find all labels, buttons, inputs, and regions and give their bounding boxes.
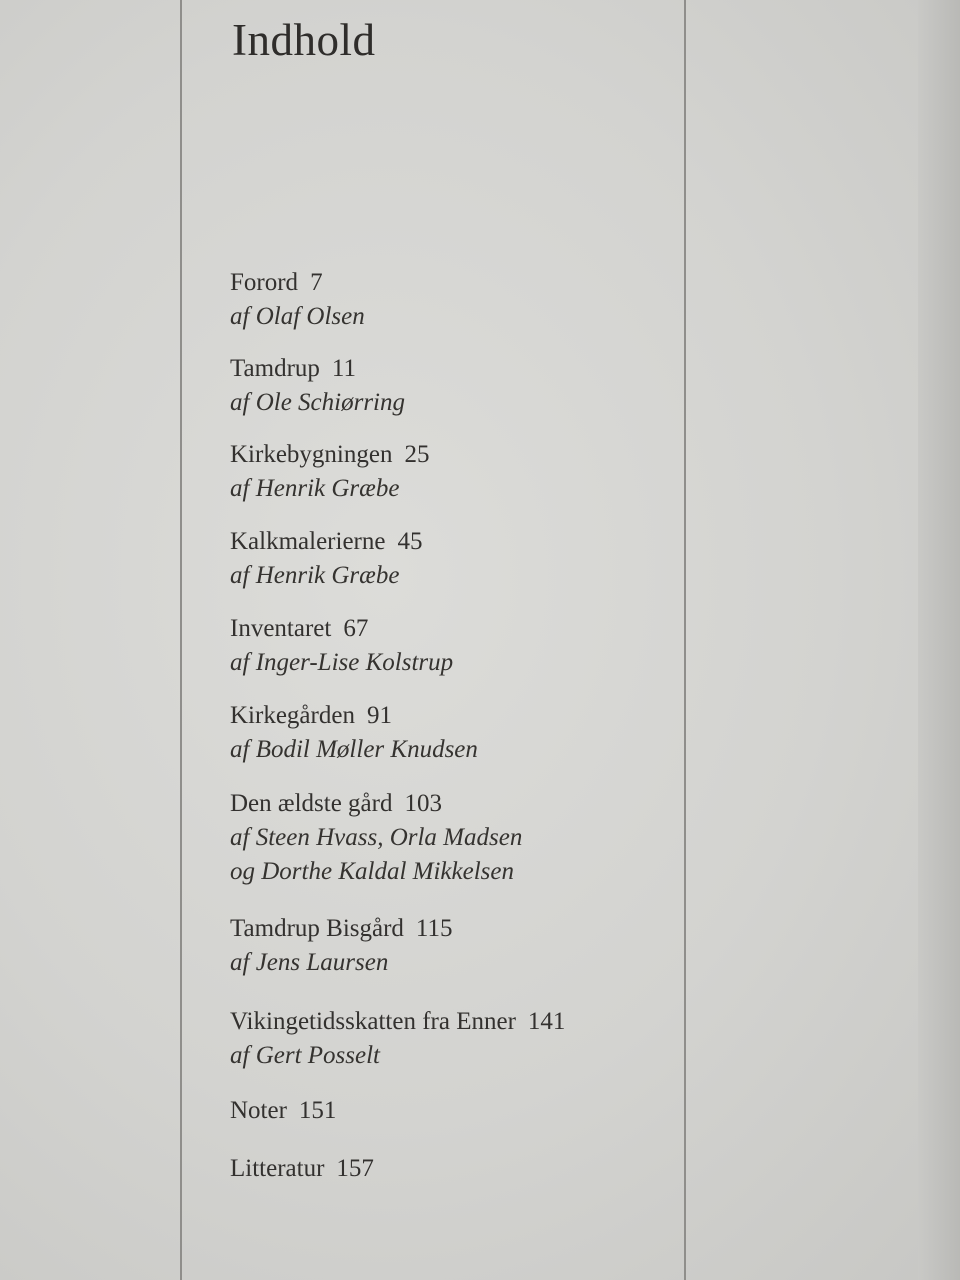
- table-of-contents: [230, 0, 680, 1280]
- toc-entry-page: 67: [343, 615, 369, 642]
- toc-entry-author: af Ole Schiørring: [230, 389, 405, 416]
- toc-entry-title-line: [230, 1152, 680, 1186]
- toc-entry-litteratur: [230, 1152, 680, 1186]
- toc-entry-title-line: [230, 438, 680, 472]
- page-title: Indhold: [232, 15, 376, 65]
- toc-entry-page: 115: [415, 915, 453, 942]
- toc-entry-title: Vikingetidsskatten fra Enner: [230, 1008, 516, 1035]
- toc-entry-author: af Gert Posselt: [230, 1042, 380, 1069]
- toc-entry-title: Noter: [230, 1097, 287, 1124]
- toc-entry-den-aeldste-gard: [230, 787, 680, 889]
- toc-entry-page: 141: [527, 1008, 566, 1035]
- toc-entry-kirkegarden: [230, 699, 680, 767]
- toc-entry-page: 11: [331, 355, 356, 382]
- toc-entry-title-line: [230, 699, 680, 733]
- toc-entry-kirkebygningen: [230, 438, 680, 506]
- toc-entry-title-line: [230, 525, 680, 559]
- toc-entry-title: Kirkegården: [230, 702, 355, 729]
- toc-entry-kalkmalerierne: [230, 525, 680, 593]
- toc-entry-tamdrup: [230, 352, 680, 420]
- toc-entry-author: af Inger-Lise Kolstrup: [230, 649, 454, 676]
- toc-entry-vikingetidsskatten: [230, 1005, 680, 1073]
- toc-entry-author: af Bodil Møller Knudsen: [230, 736, 478, 763]
- toc-entry-title-line: [230, 612, 680, 646]
- toc-entry-author: af Steen Hvass, Orla Madsen: [230, 824, 523, 851]
- toc-entry-tamdrup-bisgard: [230, 912, 680, 980]
- toc-entry-page: 151: [298, 1097, 337, 1124]
- toc-entry-forord: [230, 266, 680, 334]
- toc-entry-title: Kirkebygningen: [230, 441, 393, 468]
- left-margin-rule: [180, 0, 182, 1280]
- toc-entry-title-line: [230, 912, 680, 946]
- toc-entry-page: 103: [404, 790, 442, 817]
- toc-entry-title-line: [230, 266, 680, 300]
- toc-entry-page: 7: [310, 269, 323, 296]
- toc-entry-page: 45: [397, 528, 423, 555]
- toc-entry-title: Kalkmalerierne: [230, 528, 386, 555]
- toc-entry-title: Den ældste gård: [230, 790, 393, 817]
- toc-entry-page: 157: [336, 1155, 374, 1182]
- toc-entry-title-line: [230, 1094, 680, 1128]
- toc-entry-title: Forord: [230, 269, 299, 296]
- toc-entry-noter: [230, 1094, 680, 1128]
- toc-entry-author: af Henrik Græbe: [230, 562, 400, 589]
- toc-entry-page: 91: [366, 702, 392, 729]
- toc-entry-title: Litteratur: [230, 1155, 325, 1182]
- toc-entry-inventaret: [230, 612, 680, 680]
- toc-entry-author: af Henrik Græbe: [230, 475, 400, 502]
- toc-entry-title-line: [230, 1005, 680, 1039]
- toc-entry-title: Tamdrup Bisgård: [230, 915, 404, 942]
- toc-entry-author: og Dorthe Kaldal Mikkelsen: [230, 858, 514, 885]
- toc-entry-title-line: [230, 787, 680, 821]
- right-margin-rule: [684, 0, 686, 1280]
- toc-entry-title-line: [230, 352, 680, 386]
- toc-entry-author: af Jens Laursen: [230, 949, 389, 976]
- toc-entry-title: Tamdrup: [230, 355, 320, 382]
- toc-entry-page: 25: [404, 441, 430, 468]
- facing-page-edge: [918, 0, 960, 1280]
- toc-entry-author: af Olaf Olsen: [230, 303, 365, 330]
- toc-entry-title: Inventaret: [230, 615, 332, 642]
